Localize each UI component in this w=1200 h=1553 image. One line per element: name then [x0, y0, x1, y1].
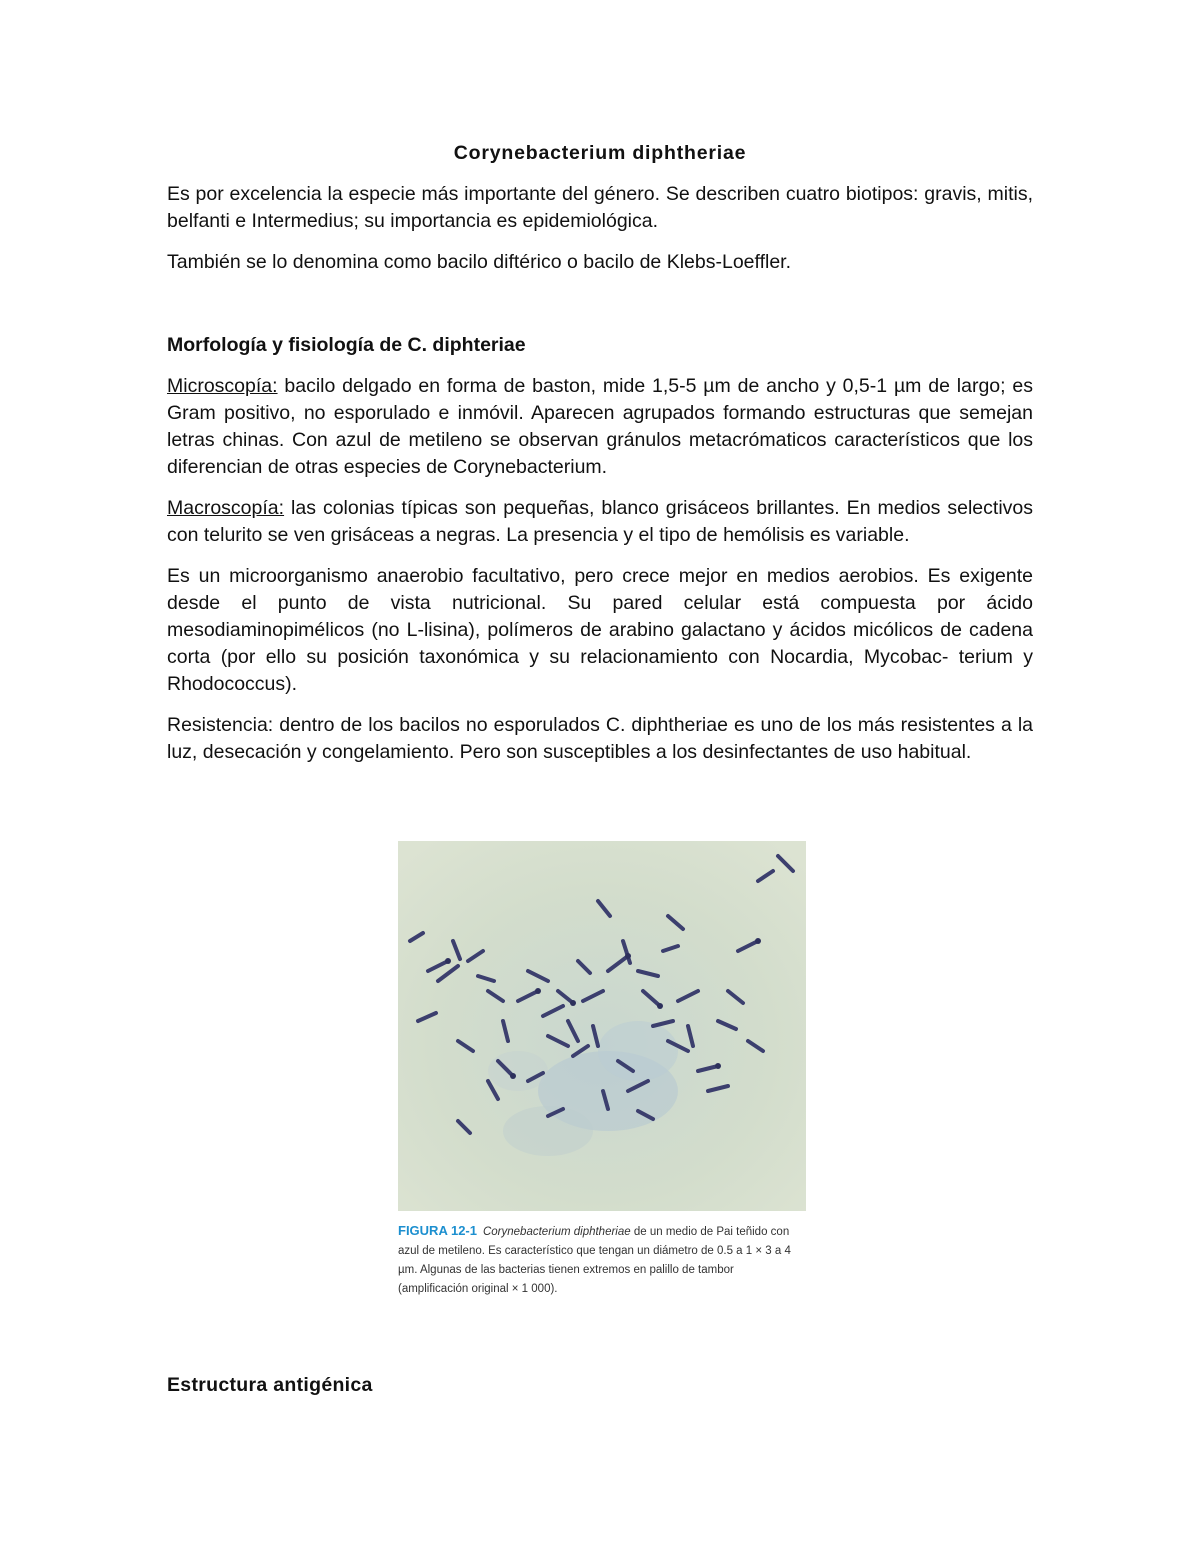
- physiology-paragraph: Es un microorganismo anaerobio facultativo, pero crece mejor en medios aerobios. Es exigente desde el punto de vista nutricional. Su pared celular está compuesta por ácido mesodiaminopimélicos (no L-lisina), polímeros de arabino galactano y ácidos micólicos de cadena corta (por ello su posición taxonómica y su relacionamiento con Nocardia, Mycobac- terium y Rhodococcus).: [167, 565, 1033, 695]
- intro-paragraph-1: Es por excelencia la especie más importante del género. Se describen cuatro biotipos: gravis, mitis, belfanti e Intermedius; su importancia es epidemiológica.: [167, 183, 1033, 232]
- microscopy-paragraph: [167, 373, 1033, 481]
- microscopy-label: Microscopía:: [167, 375, 278, 397]
- document-title: Corynebacterium diphtheriae: [453, 142, 747, 164]
- resistance-paragraph: Resistencia: dentro de los bacilos no esporulados C. diphtheriae es uno de los más resistentes a la luz, desecación y congelamiento. Pero son susceptibles a los desinfectantes de uso habitual.: [167, 714, 1033, 763]
- macroscopy-text: las colonias típicas son pequeñas, blanco grisáceos brillantes. En medios selectivos con telurito se ven grisáceas a negras. La presencia y el tipo de hemólisis es variable.: [167, 497, 1033, 546]
- figure-species: Corynebacterium diphtheriae: [482, 1226, 631, 1238]
- intro-paragraph-2: También se lo denomina como bacilo diftérico o bacilo de Klebs-Loeffler.: [167, 251, 791, 273]
- microscopy-text: bacilo delgado en forma de baston, mide 1,5-5 µm de ancho y 0,5-1 µm de largo; es Gram positivo, no esporulado e inmóvil. Aparecen agrupados formando estructuras que semejan letras chinas. Con azul de metileno se observan gránulos metacrómaticos característicos que los diferencian de otras especies de Corynebacterium.: [167, 375, 1033, 478]
- morphology-heading: Morfología y fisiología de C. diphteriae: [167, 334, 526, 356]
- figure-caption-text: de un medio de Pai teñido con azul de metileno. Es característico que tengan un diámetro de 0.5 a 1 × 3 a 4 µm. Algunas de las bacterias tienen extremos en palillo de tambor (amplificación original × 1 000).: [398, 1226, 791, 1295]
- figure-12-1: [398, 841, 806, 1299]
- macroscopy-paragraph: [167, 495, 1033, 549]
- figure-caption: [398, 1221, 806, 1299]
- antigenic-structure-heading: Estructura antigénica: [167, 1374, 373, 1396]
- micrograph-image: [398, 841, 806, 1211]
- document-body: [167, 140, 1033, 780]
- figure-label: FIGURA 12-1: [398, 1223, 477, 1238]
- macroscopy-label: Macroscopía:: [167, 497, 285, 519]
